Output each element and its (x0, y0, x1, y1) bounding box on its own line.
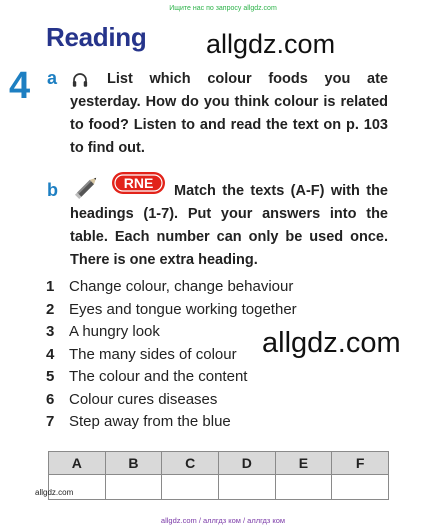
answer-cell[interactable] (275, 475, 332, 500)
page-title: Reading (46, 22, 147, 52)
exercise-number: 4 (9, 65, 31, 107)
heading-number: 5 (46, 368, 55, 385)
part-b-instructions: Match the texts (A-F) with the headings (1-7). Put your answers into the table. Each number can only be used once. There is one extra heading. (70, 183, 388, 268)
part-a-instructions: List which colour foods you ate yesterday. How do you think colour is related to food? Listen to and read the text on p. 103 to find out. (70, 71, 388, 156)
heading-number: 6 (46, 390, 55, 408)
watermark-large-middle: allgdz.com (262, 327, 401, 359)
table-header-cell: C (162, 452, 219, 475)
heading-text: Step away from the blue (69, 413, 231, 430)
footer-watermark: allgdz.com / аллгдз ком / аллгдз ком (160, 516, 286, 525)
heading-number: 3 (46, 323, 55, 340)
top-watermark: Ищите нас по запросу allgdz.com (169, 5, 277, 12)
heading-number: 2 (46, 300, 55, 318)
heading-text: Change colour, change behaviour (69, 278, 294, 295)
heading-text: Eyes and tongue working together (69, 300, 297, 318)
table-header-cell: B (105, 452, 162, 475)
table-header-cell: E (275, 452, 332, 475)
table-header-row (49, 452, 389, 475)
watermark-small: allgdz.com (35, 488, 74, 497)
answer-table (48, 451, 389, 500)
table-answer-row (49, 475, 389, 500)
answer-cell[interactable] (332, 475, 389, 500)
watermark-large-top: allgdz.com (206, 29, 336, 59)
table-header-cell: D (218, 452, 275, 475)
answer-cell[interactable] (105, 475, 162, 500)
svg-text:RNE: RNE (123, 175, 154, 191)
table-header-cell: F (332, 452, 389, 475)
heading-text: Colour cures diseases (69, 390, 218, 408)
heading-number: 1 (46, 278, 55, 295)
heading-text: A hungry look (69, 323, 160, 340)
answer-cell[interactable] (218, 475, 275, 500)
part-b-letter: b (47, 180, 58, 200)
answer-cell[interactable] (162, 475, 219, 500)
heading-text: The many sides of colour (69, 345, 237, 363)
heading-number: 4 (46, 345, 55, 363)
heading-number: 7 (46, 413, 55, 430)
heading-text: The colour and the content (69, 368, 248, 385)
table-header-cell: A (49, 452, 106, 475)
part-a-letter: a (47, 68, 58, 88)
